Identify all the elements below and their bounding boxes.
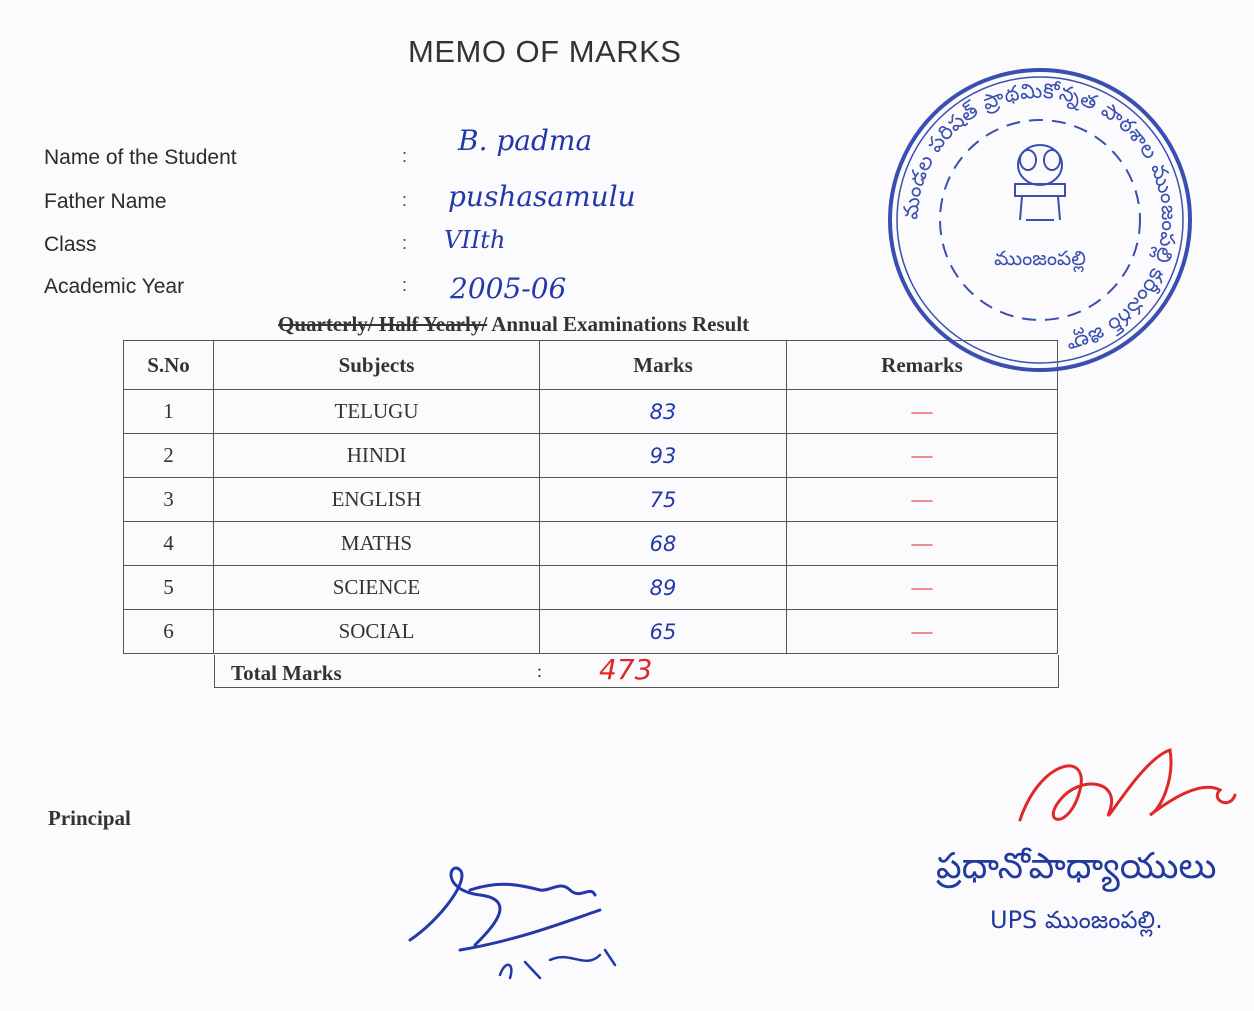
row-marks: 68 [540, 522, 787, 566]
row-subject: SCIENCE [214, 566, 540, 610]
signature-principal-icon [400, 850, 660, 990]
colon: : [402, 146, 408, 166]
row-sno: 6 [124, 610, 214, 654]
stamp-ring-text: మండల పరిషత్ ప్రాథమికోన్నత పాఠశాల ముంజంపల్లి కరీంనగర్ జిల్లా [898, 78, 1182, 358]
page-title: MEMO OF MARKS [408, 34, 682, 69]
row-remark: — [787, 610, 1058, 654]
table-row [124, 566, 1058, 610]
academic-year-value: 2005-06 [450, 272, 567, 305]
class-value: VIIth [444, 226, 506, 254]
table-row [124, 434, 1058, 478]
row-remark: — [787, 390, 1058, 434]
annual-exam-label: Annual Examinations Result [487, 312, 750, 336]
father-name-value: pushasamulu [448, 180, 636, 213]
row-marks: 65 [540, 610, 787, 654]
row-sno: 5 [124, 566, 214, 610]
header-sno: S.No [124, 341, 214, 390]
headmaster-title: ప్రధానోపాధ్యాయులు [936, 846, 1217, 887]
row-sno: 2 [124, 434, 214, 478]
table-row [124, 610, 1058, 654]
row-sno: 3 [124, 478, 214, 522]
table-row [124, 390, 1058, 434]
row-remark: — [787, 522, 1058, 566]
academic-year-label: Academic Year [44, 275, 185, 298]
row-marks: 93 [540, 434, 787, 478]
table-row [124, 478, 1058, 522]
row-remark: — [787, 434, 1058, 478]
row-subject: HINDI [214, 434, 540, 478]
official-stamp-icon [880, 60, 1200, 380]
colon: : [402, 275, 408, 295]
marks-table [123, 340, 1058, 654]
result-heading [278, 312, 749, 337]
principal-label: Principal [48, 806, 131, 830]
row-remark: — [787, 478, 1058, 522]
struck-exam-types: Quarterly/ Half Yearly/ [278, 312, 488, 336]
colon: : [537, 661, 543, 681]
colon: : [402, 190, 408, 210]
table-row [124, 522, 1058, 566]
emblem-icon [1015, 145, 1065, 220]
class-label: Class [44, 233, 97, 256]
row-remark: — [787, 566, 1058, 610]
header-marks: Marks [540, 341, 787, 390]
row-marks: 83 [540, 390, 787, 434]
header-subjects: Subjects [214, 341, 540, 390]
stamp-village-text: ముంజంపల్లి [994, 246, 1086, 270]
signature-headmaster-icon [1000, 740, 1240, 840]
total-marks-label: Total Marks [231, 661, 342, 685]
student-name-value: B. padma [458, 124, 593, 157]
colon: : [402, 233, 408, 253]
row-subject: TELUGU [214, 390, 540, 434]
total-marks-value: 473 [599, 653, 653, 686]
total-marks-row [214, 655, 1059, 688]
headmaster-school: UPS ముంజంపల్లి. [990, 906, 1163, 934]
header-remarks: Remarks [787, 341, 1058, 390]
row-subject: SOCIAL [214, 610, 540, 654]
row-subject: MATHS [214, 522, 540, 566]
student-name-label: Name of the Student [44, 146, 237, 169]
father-name-label: Father Name [44, 190, 167, 213]
row-subject: ENGLISH [214, 478, 540, 522]
row-marks: 75 [540, 478, 787, 522]
row-sno: 4 [124, 522, 214, 566]
row-sno: 1 [124, 390, 214, 434]
row-marks: 89 [540, 566, 787, 610]
